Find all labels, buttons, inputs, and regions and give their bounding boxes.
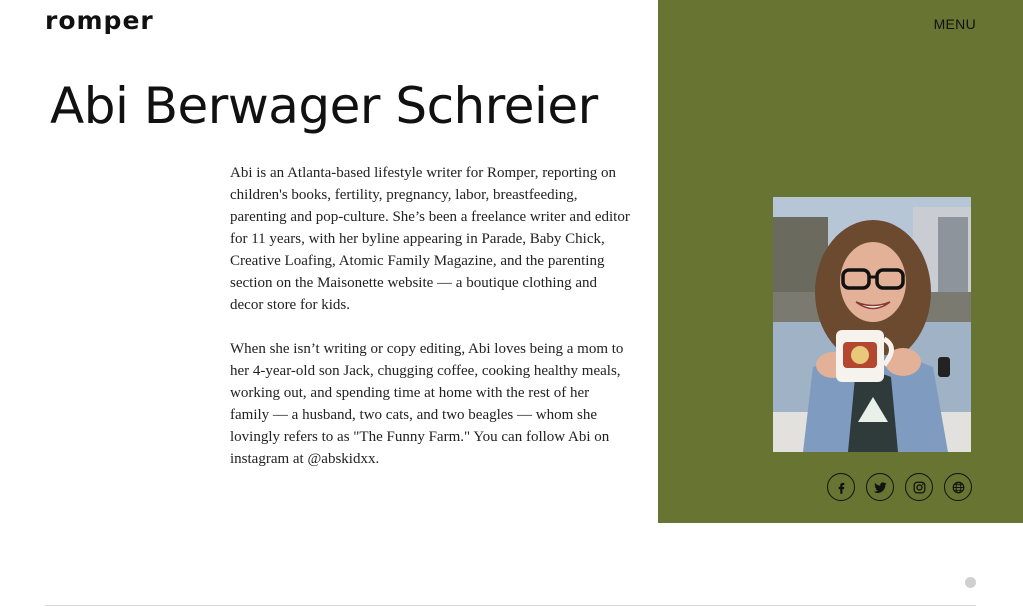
- scroll-indicator[interactable]: [965, 577, 976, 588]
- menu-button[interactable]: MENU: [933, 16, 976, 32]
- globe-icon: [951, 480, 966, 495]
- website-link[interactable]: [944, 473, 972, 501]
- site-logo[interactable]: romper: [45, 6, 154, 35]
- instagram-icon: [912, 480, 927, 495]
- divider: [45, 605, 976, 606]
- bio-paragraph: Abi is an Atlanta-based lifestyle writer for Romper, reporting on children's books, fertility, pregnancy, labor, breastfeeding, parenting and pop-culture. She’s been a freelance writer and editor for 11 years, with her byline appearing in Parade, Baby Chick, Creative Loafing, Atomic Family Magazine, and the parenting section on the Maisonette website — a boutique clothing and decor store for kids.: [230, 165, 630, 313]
- facebook-link[interactable]: [827, 473, 855, 501]
- instagram-link[interactable]: [905, 473, 933, 501]
- twitter-icon: [873, 480, 888, 495]
- facebook-icon: [834, 480, 849, 495]
- social-links: [827, 473, 972, 501]
- twitter-link[interactable]: [866, 473, 894, 501]
- author-photo: [773, 197, 971, 452]
- bio-paragraph: When she isn’t writing or copy editing, Abi loves being a mom to her 4-year-old son Jack, chugging coffee, cooking healthy meals, working out, and spending time at home with the rest of her family — a husband, two cats, and two beagles — whom she lovingly refers to as "The Funny Farm." You can follow Abi on instagram at @abskidxx.: [230, 341, 624, 467]
- author-bio: [230, 162, 630, 492]
- author-name-heading: Abi Berwager Schreier: [50, 77, 598, 135]
